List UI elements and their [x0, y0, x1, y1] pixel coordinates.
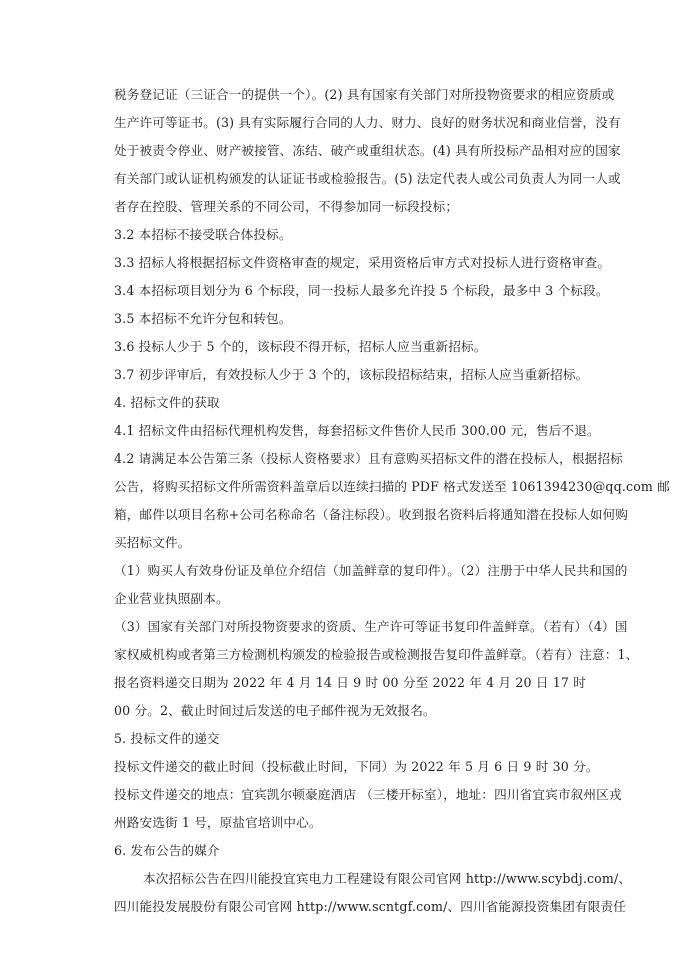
section-heading-4: 4. 招标文件的获取 [114, 395, 220, 410]
paragraph-line: 者存在控股、管理关系的不同公司，不得参加同一标段投标； [114, 199, 459, 214]
clause-4-1: 4.1 招标文件由招标代理机构发售，每套招标文件售价人民币 300.00 元，售后不退。 [114, 423, 600, 438]
paragraph-line: 有关部门或认证机构颁发的认证证书或检验报告。(5) 法定代表人或公司负责人为同一人或 [114, 171, 621, 186]
requirement-line: 企业营业执照副本。 [114, 591, 229, 606]
clause-3-4: 3.4 本招标项目划分为 6 个标段，同一投标人最多允许投 5 个标段，最多中 3 个标段。 [114, 283, 609, 298]
paragraph-line: 箱，邮件以项目名称+公司名称命名（备注标段）。收到报名资料后将通知潜在投标人如何购 [114, 507, 629, 522]
paragraph-line: 税务登记证（三证合一的提供一个）。(2) 具有国家有关部门对所投物资要求的相应资质或 [114, 87, 615, 102]
paragraph-line: 处于被责令停业、财产被接管、冻结、破产或重组状态。(4) 具有所投标产品相对应的国家 [114, 143, 621, 158]
paragraph-line: 买招标文件。 [114, 535, 191, 550]
clause-3-2: 3.2 本招标不接受联合体投标。 [114, 227, 292, 242]
section-heading-6: 6. 发布公告的媒介 [114, 843, 220, 858]
deadline-line: 投标文件递交的截止时间（投标截止时间，下同）为 2022 年 5 月 6 日 9 时 30 分。 [114, 759, 599, 774]
requirement-line: （1）购买人有效身份证及单位介绍信（加盖鲜章的复印件）。（2）注册于中华人民共和国的 [114, 563, 628, 578]
clause-3-3: 3.3 招标人将根据招标文件资格审查的规定，采用资格后审方式对投标人进行资格审查。 [114, 255, 611, 270]
paragraph-line: 生产许可等证书。(3) 具有实际履行合同的人力、财力、良好的财务状况和商业信誉，没有 [114, 115, 621, 130]
requirement-line: 报名资料递交日期为 2022 年 4 月 14 日 9 时 00 分至 2022 年 4 月 20 日 17 时 [114, 675, 586, 690]
requirement-line: （3）国家有关部门对所投物资要求的资质、生产许可等证书复印件盖鲜章。（若有）（4）国 [114, 619, 628, 634]
location-line: 投标文件递交的地点：宜宾凯尔顿豪庭酒店 （三楼开标室），地址：四川省宜宾市叙州区戎 [114, 787, 622, 802]
section-heading-5: 5. 投标文件的递交 [114, 731, 220, 746]
clause-4-2: 4.2 请满足本公告第三条（投标人资格要求）且有意购买招标文件的潜在投标人，根据招标 [114, 451, 623, 466]
clause-3-6: 3.6 投标人少于 5 个的，该标段不得开标，招标人应当重新招标。 [114, 339, 487, 354]
clause-3-5: 3.5 本招标不允许分包和转包。 [114, 311, 292, 326]
paragraph-line: 公告，将购买招标文件所需资料盖章后以连续扫描的 PDF 格式发送至 1061394230@qq.com 邮 [114, 479, 670, 494]
location-line: 州路安选街 1 号，原盐官培训中心。 [114, 815, 322, 830]
media-line: 本次招标公告在四川能投宜宾电力工程建设有限公司官网 http://www.scybdj.com/、 [143, 871, 632, 886]
requirement-line: 家权威机构或者第三方检测机构颁发的检验报告或检测报告复印件盖鲜章。（若有）注意：1、 [114, 647, 639, 662]
clause-3-7: 3.7 初步评审后，有效投标人少于 3 个的，该标段招标结束，招标人应当重新招标。 [114, 367, 589, 382]
media-line: 四川能投发展股份有限公司官网 http://www.scntgf.com/、四川省能源投资集团有限责任 [114, 899, 626, 914]
requirement-line: 00 分。2、截止时间过后发送的电子邮件视为无效报名。 [114, 703, 436, 718]
